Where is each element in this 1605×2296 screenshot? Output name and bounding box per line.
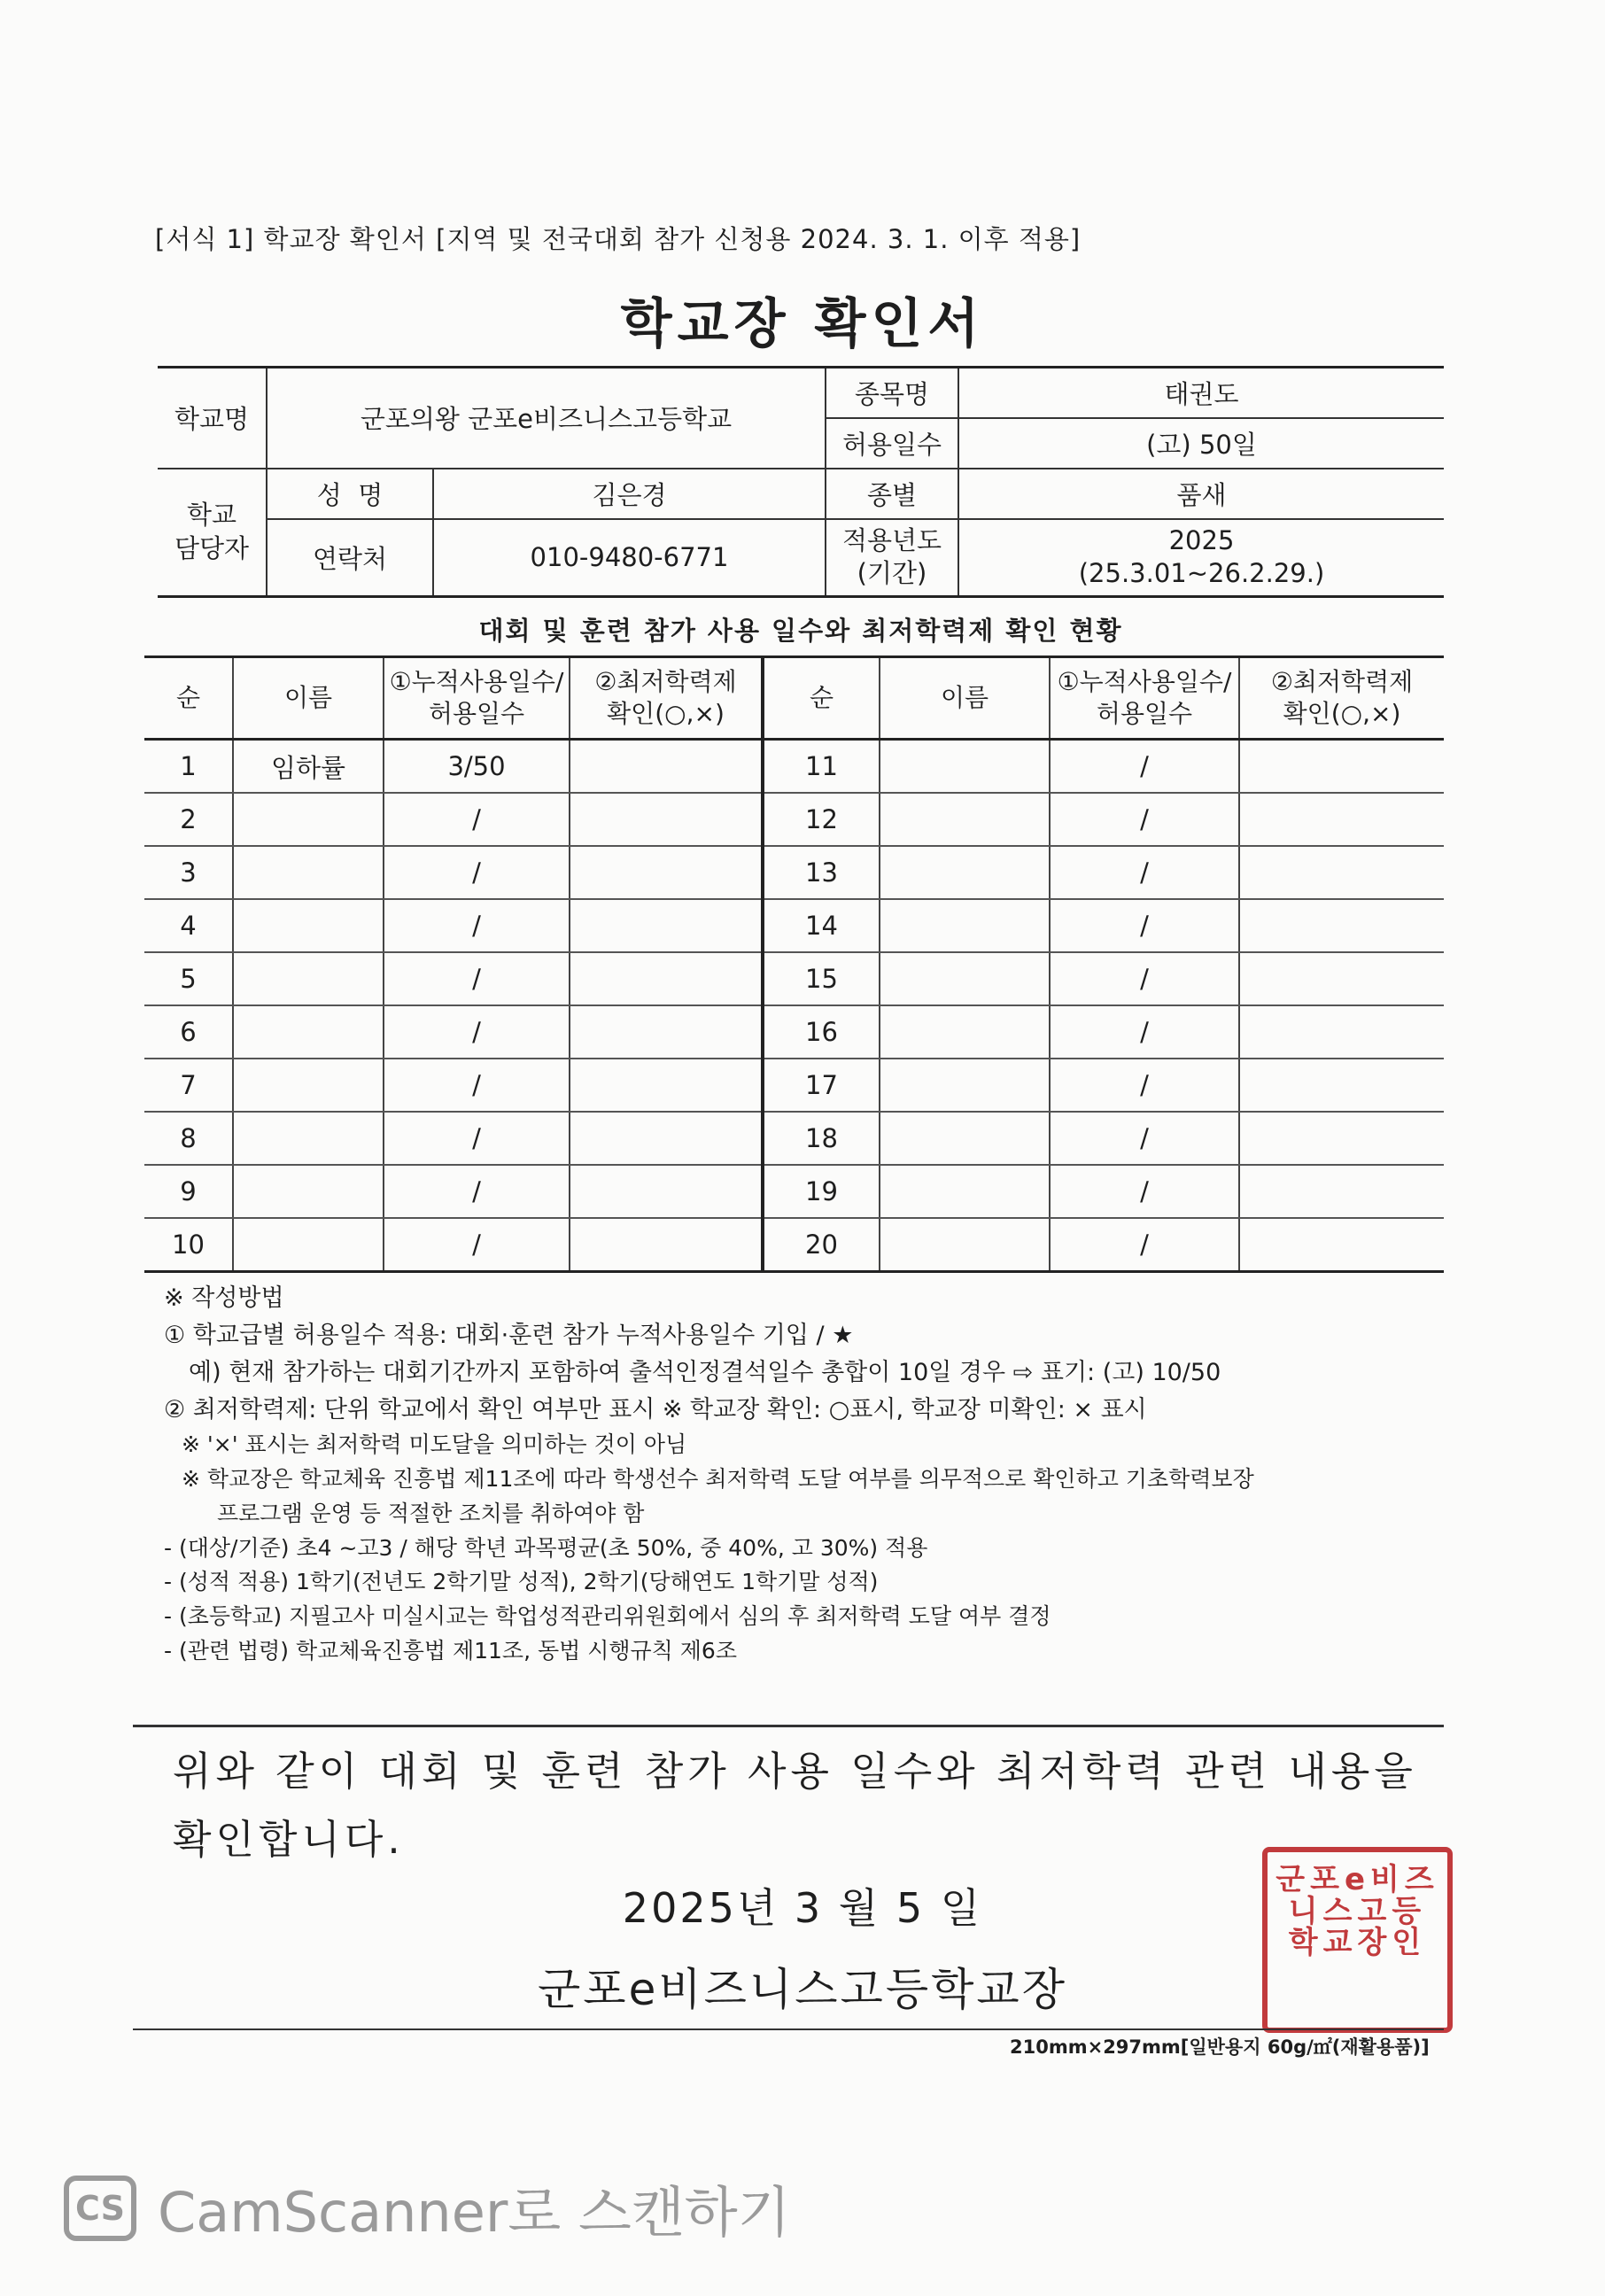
days-used-cell: / xyxy=(1050,846,1239,899)
row-no: 12 xyxy=(763,793,880,846)
days-used-cell: / xyxy=(1050,1005,1239,1059)
year-value xyxy=(958,519,1444,597)
student-name-cell xyxy=(880,740,1050,794)
student-name-cell xyxy=(233,1165,384,1218)
days-used-cell: / xyxy=(384,1059,570,1112)
min-academic-check-cell xyxy=(570,1218,763,1272)
min-academic-check-cell xyxy=(570,1165,763,1218)
instruction-2: ② 최저학력제: 단위 학교에서 확인 여부만 표시 ※ 학교장 확인: ○표시, 학교장 미확인: × 표시 xyxy=(164,1395,1147,1423)
min-academic-check-cell xyxy=(1239,1005,1444,1059)
row-no: 11 xyxy=(763,740,880,794)
table-row xyxy=(144,899,1444,952)
header-min-right xyxy=(1239,657,1444,740)
student-name-cell xyxy=(880,1218,1050,1272)
category-label: 종별 xyxy=(826,469,958,519)
student-name-cell xyxy=(233,899,384,952)
min-academic-check-cell xyxy=(1239,1165,1444,1218)
header-days-right-line2: 허용일수 xyxy=(1096,699,1193,728)
instruction-2-note-a: ※ '×' 표시는 최저학력 미도달을 의미하는 것이 아님 xyxy=(182,1431,687,1458)
table-row xyxy=(144,1059,1444,1112)
camscanner-watermark xyxy=(64,2168,791,2247)
student-name-cell xyxy=(880,899,1050,952)
school-info-table xyxy=(158,366,1444,598)
detail-target: - (대상/기준) 초4 ~고3 / 해당 학년 과목평균(초 50%, 중 40%, 고 30%) 적용 xyxy=(164,1534,928,1561)
days-used-cell: / xyxy=(1050,1218,1239,1272)
header-min-line2: 확인(○,×) xyxy=(607,699,725,728)
year-value-line1: 2025 xyxy=(1168,524,1235,555)
manager-label xyxy=(158,469,267,597)
min-academic-check-cell xyxy=(1239,846,1444,899)
min-academic-check-cell xyxy=(570,1112,763,1165)
table-row xyxy=(144,740,1444,794)
header-min-right-line2: 확인(○,×) xyxy=(1283,699,1401,728)
student-name-cell xyxy=(233,1218,384,1272)
row-no: 3 xyxy=(144,846,233,899)
days-used-cell: / xyxy=(1050,1165,1239,1218)
min-academic-check-cell xyxy=(1239,740,1444,794)
row-no: 10 xyxy=(144,1218,233,1272)
student-name-cell xyxy=(880,1059,1050,1112)
min-academic-check-cell xyxy=(1239,793,1444,846)
student-name-cell xyxy=(233,1112,384,1165)
instruction-2-note-b-cont: 프로그램 운영 등 적절한 조치를 취하여야 함 xyxy=(217,1500,645,1526)
table-row xyxy=(144,1005,1444,1059)
row-no: 14 xyxy=(763,899,880,952)
table-row xyxy=(144,1165,1444,1218)
document-title: 학교장 확인서 xyxy=(620,293,985,355)
instructions xyxy=(164,1280,1466,1669)
header-days-right-line1: ①누적사용일수/ xyxy=(1057,666,1232,696)
camscanner-logo-icon: CS xyxy=(64,2176,136,2241)
category-value: 품새 xyxy=(958,469,1444,519)
section-title: 대회 및 훈련 참가 사용 일수와 최저학력제 확인 현황 xyxy=(478,616,1123,646)
official-seal: 군포e비즈니스고등학교장인 xyxy=(1262,1847,1453,2033)
days-used-cell: / xyxy=(1050,899,1239,952)
student-name-cell xyxy=(233,1005,384,1059)
instructions-heading: ※ 작성방법 xyxy=(164,1284,284,1312)
contact-label: 연락처 xyxy=(267,519,433,597)
detail-elementary: - (초등학교) 지필고사 미실시교는 학업성적관리위원회에서 심의 후 최저학력 도달 여부 결정 xyxy=(164,1603,1051,1630)
year-value-line2: (25.3.01~26.2.29.) xyxy=(1078,558,1325,589)
event-label: 종목명 xyxy=(826,368,958,418)
row-no: 1 xyxy=(144,740,233,794)
manager-label-line1: 학교 xyxy=(186,500,237,531)
contact-value: 010-9480-6771 xyxy=(433,519,826,597)
student-name-cell xyxy=(880,1005,1050,1059)
name-value: 김은경 xyxy=(433,469,826,519)
year-label-line1: 적용년도 xyxy=(841,524,942,555)
paper-size-note: 210mm×297mm[일반용지 60g/㎡(재활용품)] xyxy=(1010,2036,1430,2058)
divider-top xyxy=(133,1725,1444,1727)
confirmation-text: 위와 같이 대회 및 훈련 참가 사용 일수와 최저학력 관련 내용을 확인합니다. xyxy=(173,1748,1417,1863)
header-min xyxy=(570,657,763,740)
days-used-cell: / xyxy=(384,1005,570,1059)
row-no: 20 xyxy=(763,1218,880,1272)
header-days-line2: 허용일수 xyxy=(428,699,525,728)
row-no: 13 xyxy=(763,846,880,899)
header-no-right: 순 xyxy=(763,657,880,740)
header-no: 순 xyxy=(144,657,233,740)
student-name-cell xyxy=(233,846,384,899)
student-name-cell xyxy=(880,846,1050,899)
table-row xyxy=(144,952,1444,1005)
header-name: 이름 xyxy=(233,657,384,740)
event-value: 태권도 xyxy=(958,368,1444,418)
year-label xyxy=(826,519,958,597)
principal-signature-line: 군포e비즈니스고등학교장 xyxy=(537,1964,1068,2015)
header-days-right xyxy=(1050,657,1239,740)
min-academic-check-cell xyxy=(1239,1218,1444,1272)
year-label-line2: (기간) xyxy=(857,558,927,589)
row-no: 4 xyxy=(144,899,233,952)
row-no: 6 xyxy=(144,1005,233,1059)
days-used-cell: / xyxy=(1050,793,1239,846)
header-name-right: 이름 xyxy=(880,657,1050,740)
student-name-cell xyxy=(233,1059,384,1112)
table-row xyxy=(144,1112,1444,1165)
header-min-line1: ②최저학력제 xyxy=(594,666,737,696)
allowed-days-label: 허용일수 xyxy=(826,418,958,469)
days-used-cell: / xyxy=(384,1112,570,1165)
min-academic-check-cell xyxy=(1239,899,1444,952)
school-name-label: 학교명 xyxy=(158,368,267,469)
row-no: 9 xyxy=(144,1165,233,1218)
student-name-cell xyxy=(880,793,1050,846)
days-used-cell: / xyxy=(1050,740,1239,794)
student-name-cell xyxy=(880,1112,1050,1165)
student-name-cell xyxy=(880,1165,1050,1218)
row-no: 5 xyxy=(144,952,233,1005)
row-no: 18 xyxy=(763,1112,880,1165)
row-no: 8 xyxy=(144,1112,233,1165)
min-academic-check-cell xyxy=(570,740,763,794)
table-row xyxy=(144,793,1444,846)
header-days-line1: ①누적사용일수/ xyxy=(389,666,564,696)
days-used-cell: / xyxy=(384,1165,570,1218)
days-used-cell: / xyxy=(1050,1059,1239,1112)
min-academic-check-cell xyxy=(570,899,763,952)
min-academic-check-cell xyxy=(570,1005,763,1059)
min-academic-check-cell xyxy=(570,846,763,899)
detail-grades: - (성적 적용) 1학기(전년도 2학기말 성적), 2학기(당해연도 1학기말 성적) xyxy=(164,1569,879,1595)
detail-law: - (관련 법령) 학교체육진흥법 제11조, 동법 시행규칙 제6조 xyxy=(164,1637,737,1664)
table-row xyxy=(144,1218,1444,1272)
name-label: 성 명 xyxy=(267,469,433,519)
min-academic-check-cell xyxy=(1239,1112,1444,1165)
row-no: 17 xyxy=(763,1059,880,1112)
min-academic-check-cell xyxy=(570,952,763,1005)
divider-bottom xyxy=(133,2028,1444,2030)
instruction-2-note-b: ※ 학교장은 학교체육 진흥법 제11조에 따라 학생선수 최저학력 도달 여부를 의무적으로 확인하고 기초학력보장 xyxy=(182,1466,1254,1493)
manager-label-line2: 담당자 xyxy=(174,532,250,563)
min-academic-check-cell xyxy=(570,1059,763,1112)
days-used-cell: / xyxy=(1050,952,1239,1005)
instruction-1-example: 예) 현재 참가하는 대회기간까지 포함하여 출석인정결석일수 총합이 10일 경우 ⇨ 표기: (고) 10/50 xyxy=(189,1358,1221,1386)
row-no: 2 xyxy=(144,793,233,846)
student-name-cell xyxy=(233,793,384,846)
days-used-cell: / xyxy=(1050,1112,1239,1165)
instruction-1: ① 학교급별 허용일수 적용: 대회·훈련 참가 누적사용일수 기입 / ★ xyxy=(164,1321,854,1349)
row-no: 15 xyxy=(763,952,880,1005)
min-academic-check-cell xyxy=(570,793,763,846)
row-no: 16 xyxy=(763,1005,880,1059)
header-min-right-line1: ②최저학력제 xyxy=(1270,666,1414,696)
form-label: [서식 1] 학교장 확인서 [지역 및 전국대회 참가 신청용 2024. 3. 1. 이후 적용] xyxy=(155,224,1082,254)
table-header-row xyxy=(144,657,1444,740)
student-name-cell xyxy=(880,952,1050,1005)
student-name-cell xyxy=(233,952,384,1005)
days-used-cell: / xyxy=(384,1218,570,1272)
min-academic-check-cell xyxy=(1239,1059,1444,1112)
allowed-days-value: (고) 50일 xyxy=(958,418,1444,469)
table-row xyxy=(144,846,1444,899)
issue-date: 2025년 3 월 5 일 xyxy=(622,1884,983,1932)
days-used-cell: 3/50 xyxy=(384,740,570,794)
school-name-value: 군포의왕 군포e비즈니스고등학교 xyxy=(267,368,826,469)
days-used-cell: / xyxy=(384,846,570,899)
days-used-cell: / xyxy=(384,793,570,846)
student-name-cell: 임하률 xyxy=(233,740,384,794)
min-academic-check-cell xyxy=(1239,952,1444,1005)
row-no: 19 xyxy=(763,1165,880,1218)
row-no: 7 xyxy=(144,1059,233,1112)
watermark-text: CamScanner로 스캔하기 xyxy=(158,2180,791,2245)
days-used-cell: / xyxy=(384,899,570,952)
days-used-cell: / xyxy=(384,952,570,1005)
participation-table xyxy=(144,655,1444,1273)
header-days xyxy=(384,657,570,740)
